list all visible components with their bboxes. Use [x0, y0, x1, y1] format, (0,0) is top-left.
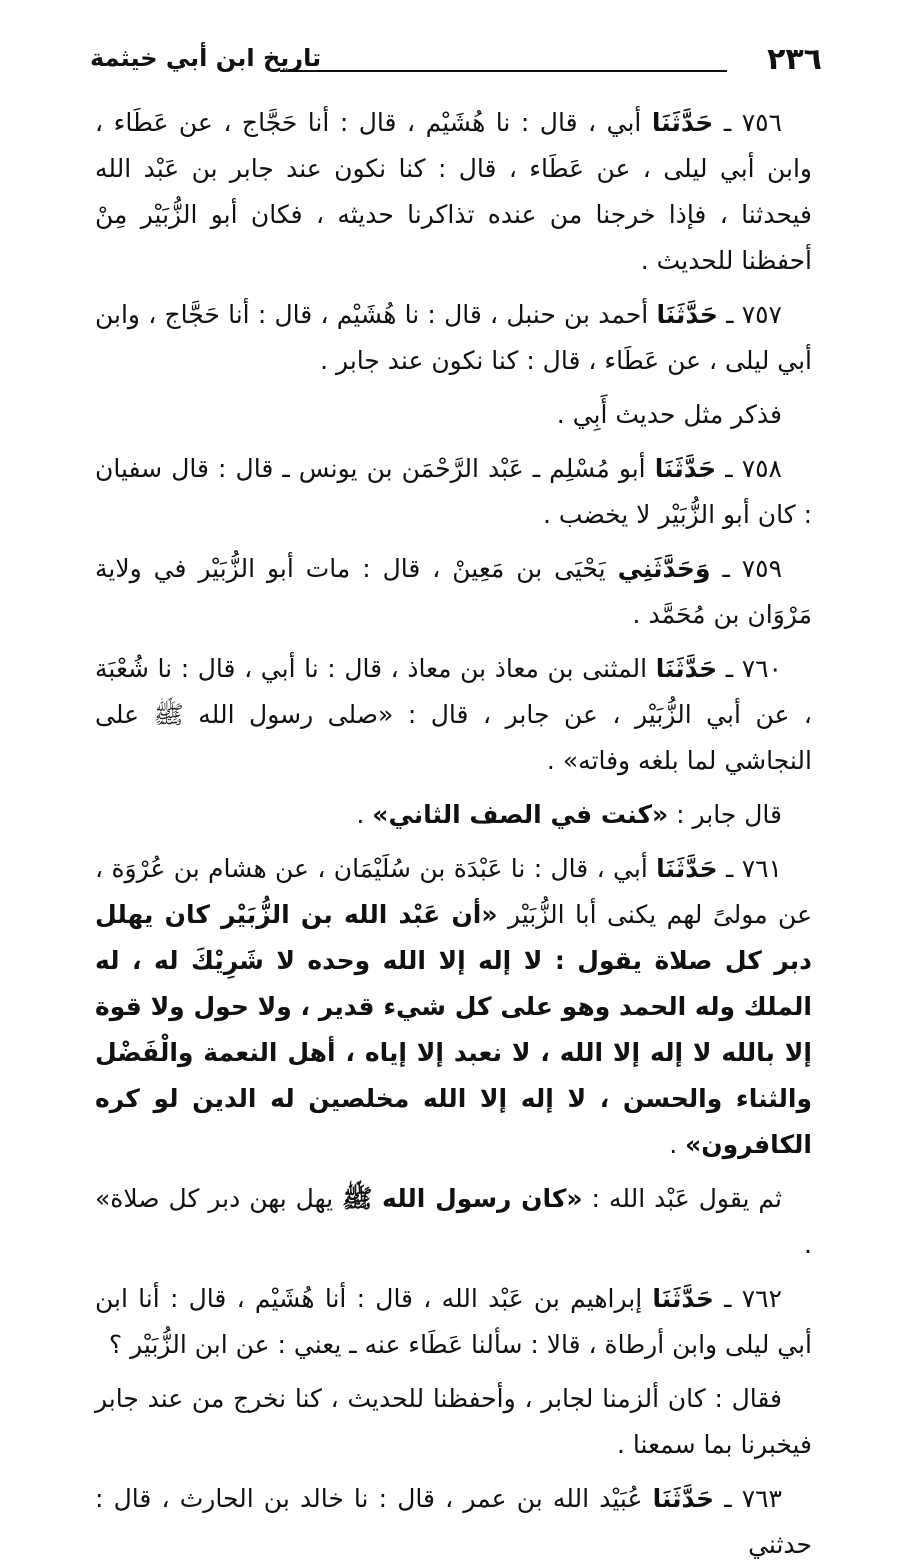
hadith-761 [95, 846, 812, 1168]
hadith-lead: حَدَّثَنَا [656, 854, 718, 883]
hadith-number: ٧٦٢ ـ [724, 1284, 782, 1313]
hadith-lead: حَدَّثَنَا [652, 1484, 715, 1513]
statement-prefix: قال جابر : [668, 800, 782, 829]
hadith-quote: «أن عَبْد الله بن الزُّبَيْر كان يهلل دبر كل صلاة يقول : لا إله إلا الله وحده لا شَرِيْكَ له ، له الملك وله الحمد وهو على كل شيء قدير ، ولا حول ولا قوة إلا بالله لا إله إلا الله ، لا نعبد إلا إياه ، أهل النعمة والْفَضْل والثناء والحسن ، لا إله إلا الله مخلصين له الدين لو كره الكافرون» [95, 900, 812, 1159]
note-paragraph [95, 392, 812, 438]
note-text: فذكر مثل حديث أَبِي . [556, 400, 782, 429]
jabir-statement [95, 792, 812, 838]
hadith-759 [95, 546, 812, 638]
hadith-lead: وَحَدَّثَنِي [617, 554, 711, 583]
hadith-760 [95, 646, 812, 784]
hadith-lead: حَدَّثَنَا [655, 654, 718, 683]
ata-answer [95, 1376, 812, 1468]
hadith-text: المثنى بن معاذ بن معاذ ، قال : نا أبي ، قال : نا شُعْبَة ، عن أبي الزُّبَيْر ، عن جابر ، قال : «صلى رسول الله ﷺ على النجاشي لما بلغه وفاته» . [95, 654, 812, 775]
hadith-762 [95, 1276, 812, 1368]
hadith-text: أبو مُسْلِم ـ عَبْد الرَّحْمَن بن يونس ـ قال : قال سفيان : كان أبو الزُّبَيْر لا يخضب . [95, 454, 812, 529]
page-body [95, 100, 812, 1559]
hadith-lead: حَدَّثَنَا [652, 1284, 714, 1313]
hadith-text: أبي ، قال : نا هُشَيْم ، قال : أنا حَجَّاج ، عن عَطَاء ، وابن أبي ليلى ، عن عَطَاء ، قال : كنا نكون عند جابر بن عَبْد الله فيحدثنا ، فإذا خرجنا من عنده تذاكرنا حديثه ، فكان أبو الزُّبَيْر مِنْ أحفظنا للحديث . [95, 108, 812, 275]
hadith-763 [95, 1476, 812, 1568]
hadith-758 [95, 446, 812, 538]
page-number: ٢٣٦ [767, 42, 822, 77]
answer-text: فقال : كان ألزمنا لجابر ، وأحفظنا للحديث ، كنا نخرج من عند جابر فيخبرنا بما سمعنا . [95, 1384, 812, 1459]
hadith-756 [95, 100, 812, 284]
hadith-text: أبي ، قال : نا عَبْدَة بن سُلَيْمَان ، عن هشام بن عُرْوَة ، عن مولىً لهم يكنى أبا الزُّبَيْر [95, 854, 812, 929]
hadith-suffix: . [669, 1130, 678, 1159]
hadith-text: أحمد بن حنبل ، قال : نا هُشَيْم ، قال : أنا حَجَّاج ، وابن أبي ليلى ، عن عَطَاء ، قال : كنا نكون عند جابر . [95, 300, 812, 375]
hadith-number: ٧٦١ ـ [725, 854, 782, 883]
abdallah-statement [95, 1176, 812, 1268]
hadith-number: ٧٥٧ ـ [726, 300, 782, 329]
hadith-number: ٧٦٣ ـ [724, 1484, 782, 1513]
header-rule [280, 70, 727, 72]
hadith-number: ٧٥٨ ـ [725, 454, 782, 483]
hadith-text: يَحْيَى بن مَعِينْ ، قال : مات أبو الزُّبَيْر في ولاية مَرْوَان بن مُحَمَّد . [95, 554, 812, 629]
hadith-lead: حَدَّثَنَا [651, 108, 714, 137]
statement-prefix: ثم يقول عَبْد الله : [582, 1184, 782, 1213]
hadith-lead: حَدَّثَنَا [656, 300, 718, 329]
statement-suffix: . [356, 800, 365, 829]
hadith-number: ٧٥٩ ـ [722, 554, 783, 583]
statement-quote: «كنت في الصف الثاني» [372, 800, 669, 829]
hadith-text: عُبَيْد الله بن عمر ، قال : نا خالد بن الحارث ، قال : حدثني [95, 1484, 812, 1559]
hadith-number: ٧٦٠ ـ [725, 654, 782, 683]
statement-quote: «كان رسول الله ﷺ [342, 1184, 583, 1213]
hadith-text: إبراهيم بن عَبْد الله ، قال : أنا هُشَيْم ، قال : أنا ابن أبي ليلى وابن أرطاة ، قالا : سألنا عَطَاء عنه ـ يعني : عن ابن الزُّبَيْر ؟ [95, 1284, 812, 1359]
statement-suffix: يهل بهن دبر كل صلاة» . [95, 1184, 812, 1259]
hadith-lead: حَدَّثَنَا [654, 454, 717, 483]
page-header [90, 36, 822, 86]
running-title: تاريخ ابن أبي خيثمة [90, 44, 322, 72]
hadith-number: ٧٥٦ ـ [723, 108, 782, 137]
hadith-757 [95, 292, 812, 384]
